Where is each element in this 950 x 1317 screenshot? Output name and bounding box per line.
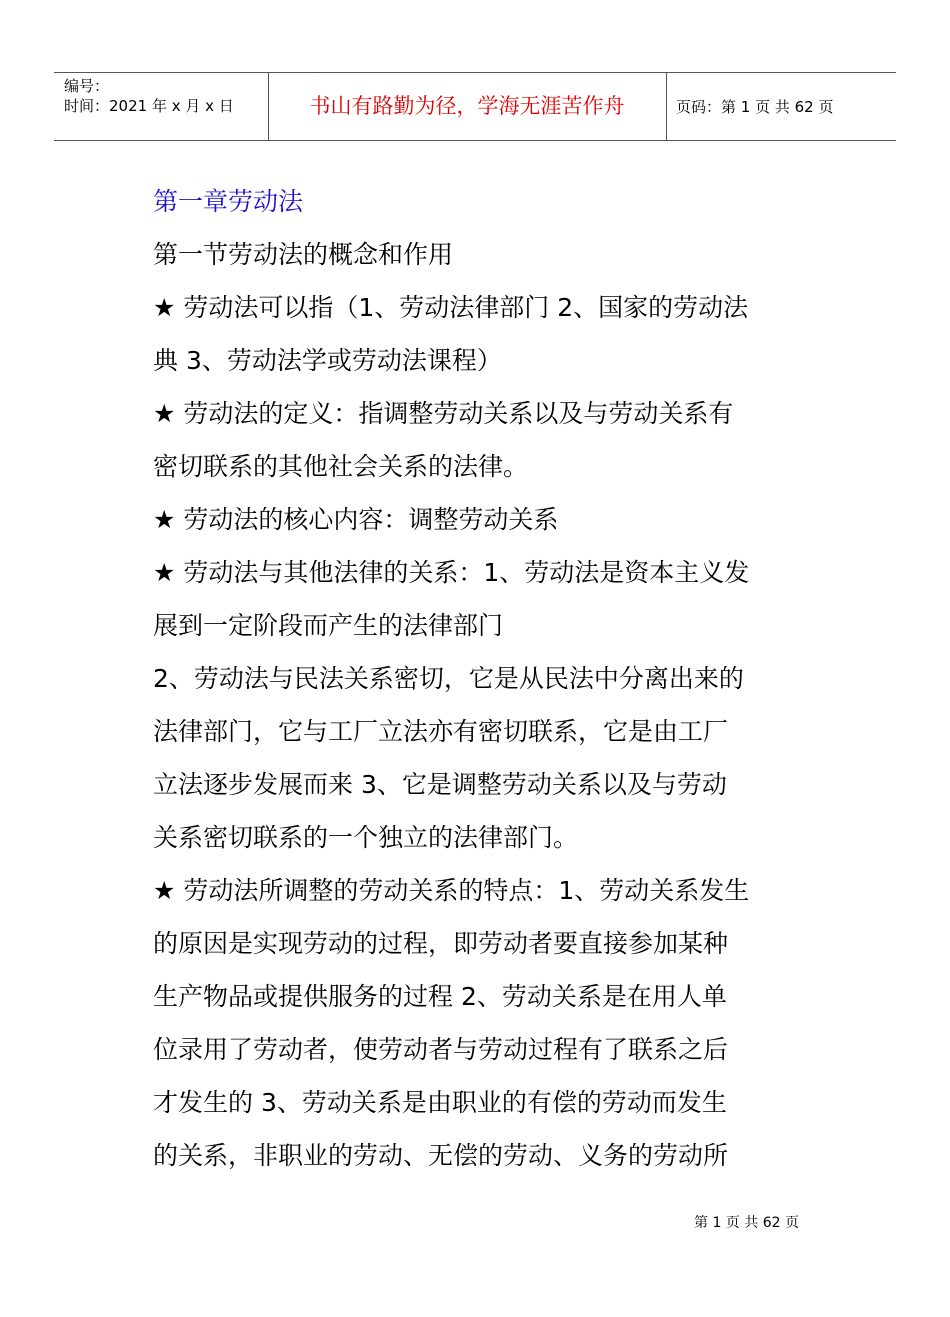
page-header <box>54 72 896 141</box>
document-number-label: 编号： <box>64 77 110 95</box>
document-body <box>153 175 813 1182</box>
page-footer: 第 1 页 共 62 页 <box>694 1215 799 1231</box>
body-line: 关系密切联系的一个独立的法律部门。 <box>153 823 579 852</box>
section-title: 第一节劳动法的概念和作用 <box>153 240 454 269</box>
header-page-info: 页码：第 1 页 共 62 页 <box>676 98 834 116</box>
header-meta-cell <box>54 73 269 140</box>
header-motto-cell <box>268 73 667 140</box>
body-line: 法律部门，它与工厂立法亦有密切联系，它是由工厂 <box>153 717 729 746</box>
body-line: 展到一定阶段而产生的法律部门 <box>153 611 504 640</box>
body-line: 2、劳动法与民法关系密切，它是从民法中分离出来的 <box>153 664 744 693</box>
body-line: ★ 劳动法的定义：指调整劳动关系以及与劳动关系有 <box>153 399 734 428</box>
body-line: 位录用了劳动者，使劳动者与劳动过程有了联系之后 <box>153 1035 729 1064</box>
header-page-cell <box>667 73 896 140</box>
document-time-label: 时间：2021 年 x 月 x 日 <box>64 97 234 115</box>
body-line: 典 3、劳动法学或劳动法课程） <box>153 346 502 375</box>
body-line: 的关系，非职业的劳动、无偿的劳动、义务的劳动所 <box>153 1141 729 1170</box>
body-line: ★ 劳动法与其他法律的关系：1、劳动法是资本主义发 <box>153 558 750 587</box>
body-line: 的原因是实现劳动的过程，即劳动者要直接参加某种 <box>153 929 729 958</box>
body-line: ★ 劳动法所调整的劳动关系的特点：1、劳动关系发生 <box>153 876 750 905</box>
header-motto: 书山有路勤为径，学海无涯苦作舟 <box>309 94 625 118</box>
chapter-title: 第一章劳动法 <box>153 187 304 216</box>
body-line: 立法逐步发展而来 3、它是调整劳动关系以及与劳动 <box>153 770 727 799</box>
body-line: ★ 劳动法可以指（1、劳动法律部门 2、国家的劳动法 <box>153 293 749 322</box>
body-line: ★ 劳动法的核心内容：调整劳动关系 <box>153 505 559 534</box>
body-line: 密切联系的其他社会关系的法律。 <box>153 452 529 481</box>
body-line: 生产物品或提供服务的过程 2、劳动关系是在用人单 <box>153 982 727 1011</box>
body-line: 才发生的 3、劳动关系是由职业的有偿的劳动而发生 <box>153 1088 727 1117</box>
